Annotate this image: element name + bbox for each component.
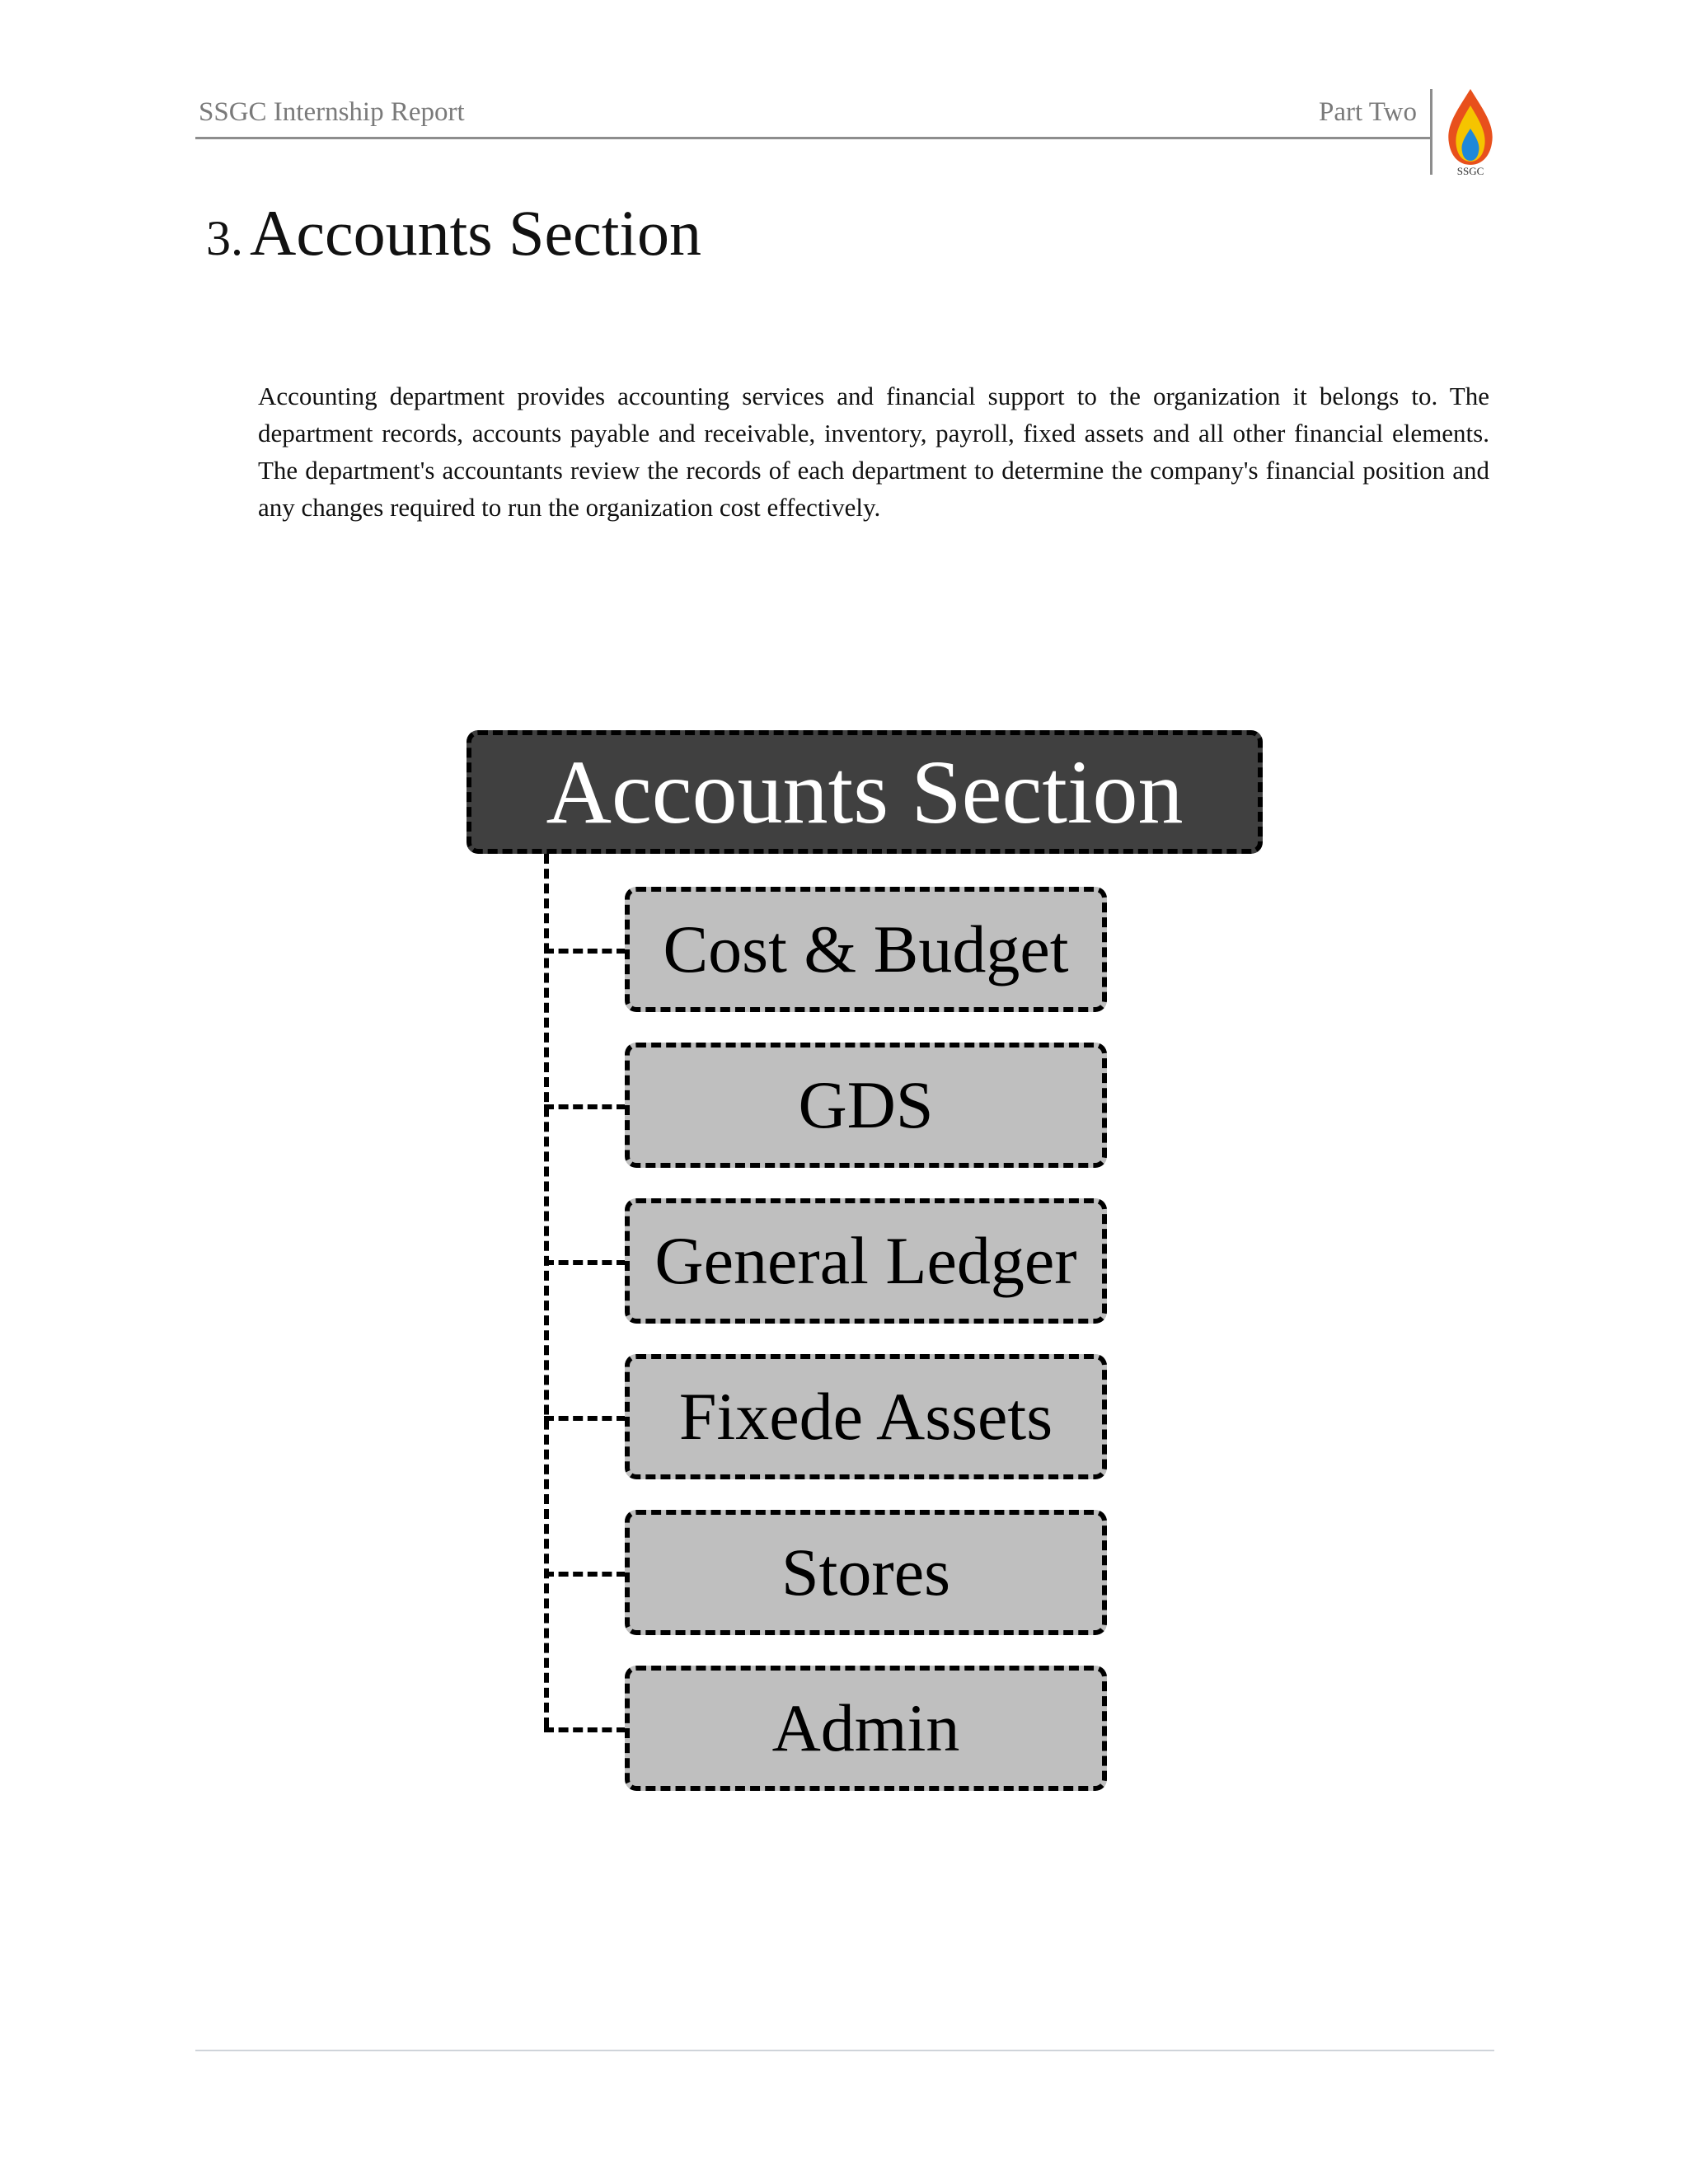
logo-text: SSGC <box>1456 165 1484 177</box>
org-connector-branch <box>544 949 626 954</box>
org-node-gds: GDS <box>625 1043 1107 1168</box>
org-connector-trunk <box>544 854 549 1727</box>
org-node-cost-budget: Cost & Budget <box>625 887 1107 1012</box>
org-root-box: Accounts Section <box>467 730 1263 854</box>
section-paragraph: Accounting department provides accounting services and financial support to the organization it belongs to. The department records, accounts payable and receivable, inventory, payroll, fixed assets and all other financial elements. The department's accountants review the records of each department to determine the company's financial position and any changes required to run the organization cost effectively. <box>258 382 1489 522</box>
section-title: Accounts Section <box>250 197 702 269</box>
org-connector-branch <box>544 1572 626 1577</box>
org-connector-branch <box>544 1260 626 1265</box>
org-connector-branch <box>544 1416 626 1421</box>
org-node-admin: Admin <box>625 1666 1107 1791</box>
section-number: 3. <box>206 211 243 265</box>
report-title: SSGC Internship Report <box>199 97 465 127</box>
part-label: Part Two <box>1319 97 1417 127</box>
org-connector-branch <box>544 1104 626 1109</box>
org-node-stores: Stores <box>625 1510 1107 1635</box>
org-node-general-ledger: General Ledger <box>625 1198 1107 1324</box>
org-node-fixed-assets: Fixede Assets <box>625 1354 1107 1479</box>
footer-divider <box>195 2050 1494 2051</box>
org-connector-branch <box>544 1727 626 1732</box>
